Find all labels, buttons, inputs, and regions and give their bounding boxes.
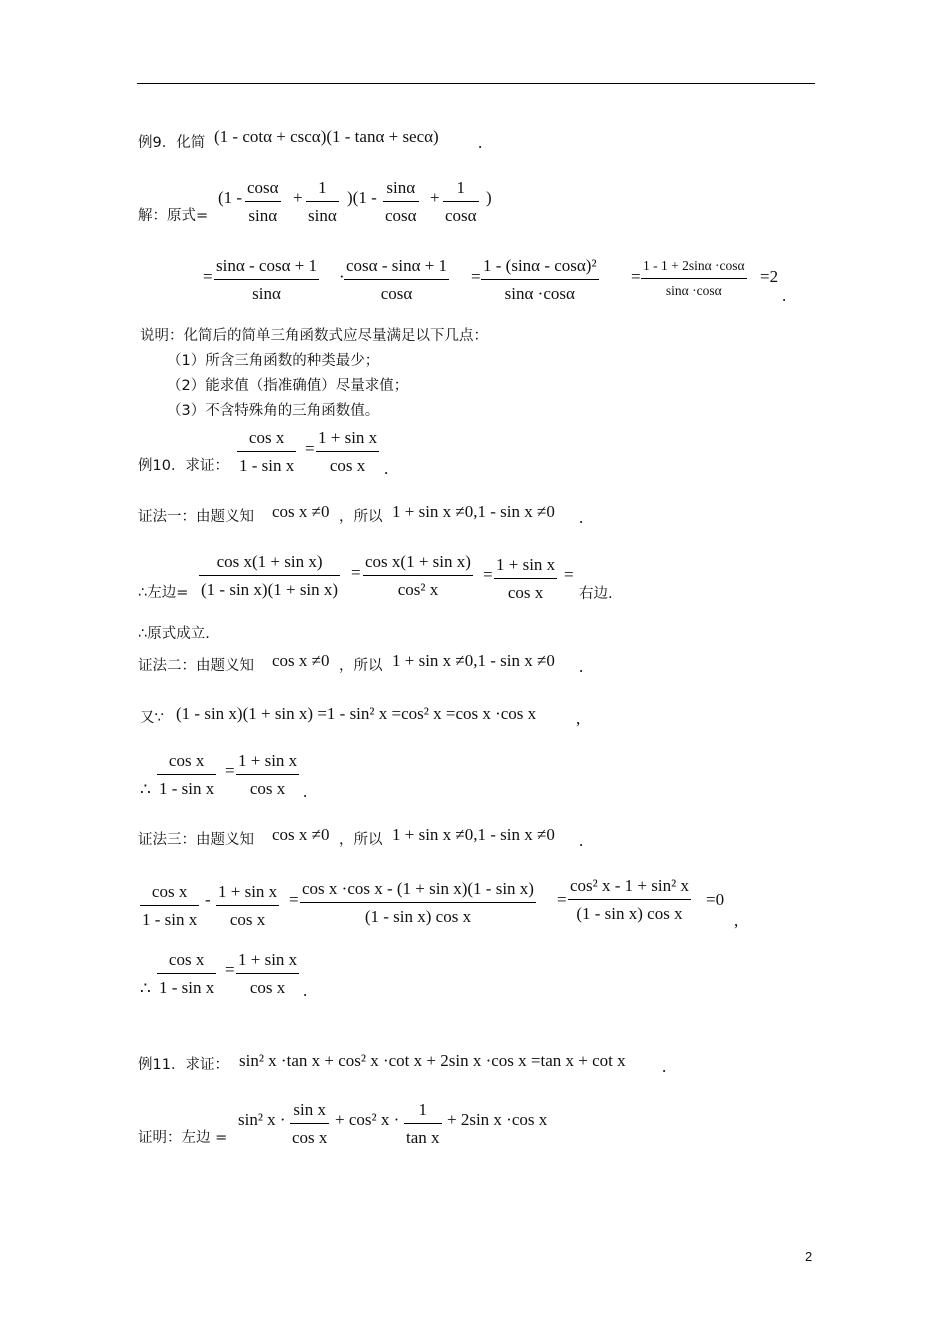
m2-therefore: ∴: [140, 780, 151, 799]
line9-result: =2: [760, 267, 779, 286]
sol9-middle: )(1 -: [347, 188, 377, 207]
m3-frac3: cos x ·cos x - (1 + sin x)(1 - sin x) (1 - sin x) cos x: [302, 879, 534, 926]
m1-cond2: 1 + sin x ≠0,1 - sin x ≠0: [392, 502, 555, 521]
line9-frac2: cosα - sinα + 1 cosα: [346, 256, 448, 303]
line9-eq2: =: [471, 267, 481, 286]
m3-label: 证法三：由题义知: [138, 832, 254, 848]
m2-cond2: 1 + sin x ≠0,1 - sin x ≠0: [392, 651, 555, 670]
proof11-label: 证明：左边 =: [138, 1130, 228, 1146]
m3-period: .: [579, 831, 584, 850]
m3-sep: ，所以: [339, 832, 383, 848]
m2-lhs-frac: cos x 1 - sin x: [159, 751, 215, 798]
ex10-lhs-frac: cos x 1 - sin x: [239, 428, 295, 475]
line9-eq1: =: [203, 267, 213, 286]
ex10-eq: =: [305, 439, 315, 458]
header-rule: [137, 83, 815, 84]
sol9-plus2: +: [430, 188, 440, 207]
ex11-expression: sin² x ·tan x + cos² x ·cot x + 2sin x ·cos x =tan x + cot x: [239, 1051, 626, 1070]
m3-minus: -: [205, 890, 211, 909]
ex9-expression: (1 - cotα + cscα)(1 - tanα + secα): [214, 127, 439, 146]
m3-eq2: =: [557, 890, 567, 909]
m1-cond1: cos x ≠0: [272, 502, 330, 521]
m2-rhs-frac: 1 + sin x cos x: [238, 751, 298, 798]
proof11-term-a: sin² x ·: [238, 1110, 286, 1129]
note-point-3: （3）不含特殊角的三角函数值。: [167, 403, 380, 419]
m3-frac1: cos x 1 - sin x: [142, 882, 198, 929]
m2-label: 证法二：由题义知: [138, 658, 254, 674]
m2-sep: ，所以: [339, 658, 383, 674]
line9-eq3: =: [631, 267, 641, 286]
m1-eq1: =: [351, 563, 361, 582]
m3-cond1: cos x ≠0: [272, 825, 330, 844]
m2-period2: .: [303, 782, 308, 801]
sol9-close: ): [486, 188, 492, 207]
m3-eq1: =: [289, 890, 299, 909]
note-point-2: （2）能求值（指准确值）尽量求值；: [167, 378, 409, 394]
sol9-open: (1 -: [218, 188, 243, 207]
proof11-frac2: 1 tan x: [406, 1100, 440, 1147]
proof11-term-c: + 2sin x ·cos x: [447, 1110, 548, 1129]
page-number: 2: [805, 1249, 813, 1264]
m2-identity: (1 - sin x)(1 + sin x) =1 - sin² x =cos² x =cos x ·cos x: [176, 704, 537, 723]
sol9-frac1: cosα sinα: [247, 178, 279, 225]
m3-rhs-frac: 1 + sin x cos x: [238, 950, 298, 997]
m3-frac2: 1 + sin x cos x: [218, 882, 278, 929]
line9-dot: ·: [339, 267, 345, 286]
proof11-term-b: + cos² x ·: [335, 1110, 400, 1129]
m3-lhs-frac: cos x 1 - sin x: [159, 950, 215, 997]
note-point-1: （1）所含三角函数的种类最少；: [167, 353, 380, 369]
m1-frac1: cos x(1 + sin x) (1 - sin x)(1 + sin x): [201, 552, 339, 599]
line9-frac4: 1 - 1 + 2sinα ·cosα sinα ·cosα: [643, 258, 745, 298]
sol9-plus1: +: [293, 188, 303, 207]
m2-eq: =: [225, 761, 235, 780]
proof11-frac1: sin x cos x: [292, 1100, 328, 1147]
m1-rhs-label: 右边.: [579, 586, 613, 602]
m2-cond1: cos x ≠0: [272, 651, 330, 670]
ex11-period: .: [662, 1057, 667, 1076]
ex10-label: 例10．求证：: [138, 458, 229, 474]
m1-lhs-label: ∴左边=: [138, 585, 189, 601]
sol9-frac3: sinα cosα: [385, 178, 417, 225]
sol9-frac4: 1 cosα: [445, 178, 477, 225]
ex10-rhs-frac: 1 + sin x cos x: [318, 428, 378, 475]
line9-frac1: sinα - cosα + 1 sinα: [216, 256, 318, 303]
m2-also: 又∵: [140, 710, 164, 726]
solution-label: 解：原式=: [138, 208, 209, 224]
line9-period: .: [782, 286, 787, 305]
ex9-period: .: [478, 133, 483, 152]
ex10-period: .: [384, 459, 389, 478]
m1-period: .: [579, 508, 584, 527]
m3-comma: ,: [734, 911, 739, 930]
m2-period: .: [579, 657, 584, 676]
m3-frac4: cos² x - 1 + sin² x (1 - sin x) cos x: [570, 876, 689, 923]
sol9-frac2: 1 sinα: [308, 178, 337, 225]
m1-label: 证法一：由题义知: [138, 509, 254, 525]
m3-zero: =0: [706, 890, 725, 909]
m1-sep: ，所以: [339, 509, 383, 525]
note-title: 说明：化简后的简单三角函数式应尽量满足以下几点：: [140, 328, 488, 344]
m1-frac2: cos x(1 + sin x) cos² x: [365, 552, 471, 599]
m1-eq3: =: [564, 565, 574, 584]
m1-eq2: =: [483, 565, 493, 584]
m3-eq: =: [225, 960, 235, 979]
m3-therefore: ∴: [140, 979, 151, 998]
m3-period2: .: [303, 981, 308, 1000]
m2-comma: ,: [576, 709, 581, 728]
ex9-label: 例9．化简: [138, 135, 206, 151]
line9-frac3: 1 - (sinα - cosα)² sinα ·cosα: [483, 256, 597, 303]
m1-frac3: 1 + sin x cos x: [496, 555, 556, 602]
m3-cond2: 1 + sin x ≠0,1 - sin x ≠0: [392, 825, 555, 844]
ex11-label: 例11．求证：: [138, 1057, 229, 1073]
holds-conclusion: ∴原式成立.: [138, 626, 210, 642]
